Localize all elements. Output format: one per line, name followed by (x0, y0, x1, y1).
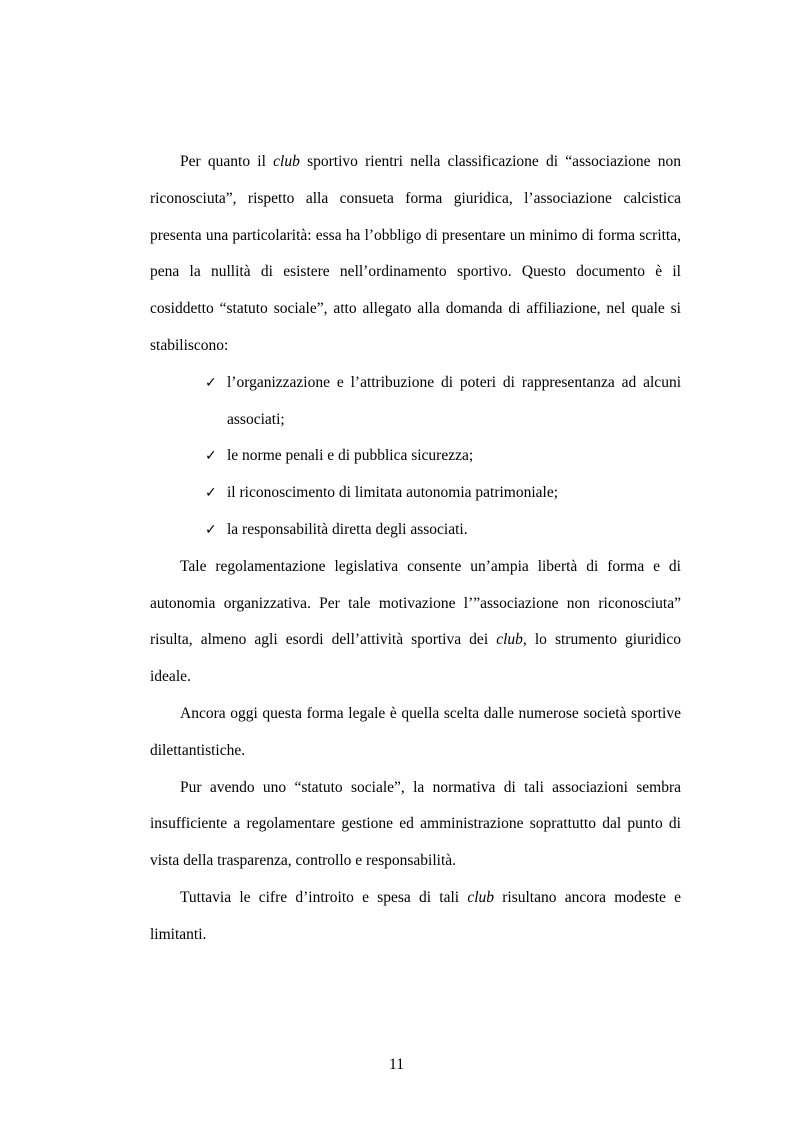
paragraph-text: Tuttavia le cifre d’introito e spesa di tali (180, 888, 468, 906)
paragraph-text: risultano ancora modeste e limitanti. (150, 888, 681, 943)
italic-term-club: club (467, 888, 495, 906)
italic-term-club: club (273, 153, 300, 170)
paragraph-forma-legale: Ancora oggi questa forma legale è quella scelta dalle numerose società sportive dilettantistiche. (150, 704, 681, 759)
list-item-text: il riconoscimento di limitata autonomia patrimoniale; (227, 484, 559, 502)
page-number: 11 (389, 1056, 404, 1073)
list-item (205, 365, 681, 439)
paragraph-cifre (150, 880, 681, 954)
list-item (205, 475, 681, 512)
list-item-text: la responsabilità diretta degli associati. (227, 520, 468, 538)
list-item (205, 438, 681, 475)
list-item-text: le norme penali e di pubblica sicurezza; (227, 447, 474, 465)
paragraph-text: , lo strumento giuridico ideale. (150, 631, 681, 686)
check-mark-icon: ✓ (205, 448, 217, 465)
paragraph-text: Tale regolamentazione legislativa consente un’ampia libertà di forma e di autonomia organizzativa. Per tale motivazione l’”associazione non riconosciuta” risulta, almeno agli esordi dell’attività sportiva dei (150, 557, 681, 649)
check-mark-icon: ✓ (205, 485, 217, 502)
checklist (150, 365, 681, 549)
check-mark-icon: ✓ (205, 374, 217, 391)
paragraph-text: sportivo rientri nella classificazione di “associazione non riconosciuta”, rispetto alla consueta forma giuridica, l’associazione calcistica presenta una particolarità: essa ha l’obbligo di presentare un minimo di forma scritta, pena la nullità di esistere nell’ordinamento sportivo. Questo documento è il cosiddetto “statuto sociale”, atto allegato alla domanda di affiliazione, nel quale si stabiliscono: (150, 153, 681, 354)
check-mark-icon: ✓ (205, 521, 217, 538)
paragraph-statuto-sociale: Pur avendo uno “statuto sociale”, la normativa di tali associazioni sembra insufficiente a regolamentare gestione ed amministrazione soprattutto dal punto di vista della trasparenza, controllo e responsabilità. (150, 778, 681, 870)
paragraph-regolamentazione (150, 549, 681, 696)
italic-term-club: club (496, 631, 523, 649)
document-body (150, 144, 681, 954)
list-item (205, 512, 681, 549)
list-item-text: l’organizzazione e l’attribuzione di poteri di rappresentanza ad alcuni associati; (227, 373, 681, 428)
paragraph-text: Per quanto il (180, 153, 274, 170)
paragraph-statuto-intro (150, 144, 681, 365)
